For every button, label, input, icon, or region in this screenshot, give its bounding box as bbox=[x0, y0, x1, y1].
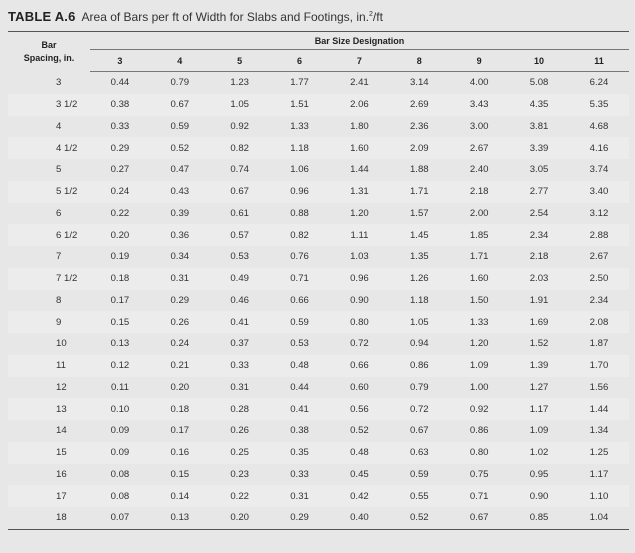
area-cell: 1.44 bbox=[350, 164, 369, 176]
area-cell: 0.88 bbox=[290, 207, 309, 219]
area-cell: 0.67 bbox=[409, 425, 429, 437]
area-cell: 1.26 bbox=[409, 273, 429, 285]
area-cell: 0.20 bbox=[170, 381, 190, 393]
area-cell: 0.40 bbox=[330, 507, 390, 529]
area-cell: 0.18 bbox=[110, 273, 130, 285]
table-caption bbox=[8, 9, 383, 24]
area-cell: 2.40 bbox=[469, 164, 489, 176]
area-cell: 1.57 bbox=[409, 207, 429, 219]
table-row bbox=[8, 116, 629, 138]
area-cell: 0.79 bbox=[409, 381, 429, 393]
area-cell: 0.82 bbox=[290, 229, 309, 241]
bar-size-group-header: Bar Size Designation bbox=[90, 32, 629, 50]
area-cell: 0.08 bbox=[110, 490, 130, 502]
area-cell: 0.33 bbox=[110, 120, 130, 132]
bar-spacing-header bbox=[8, 32, 90, 72]
area-cell: 0.82 bbox=[230, 142, 250, 154]
bar-spacing-cell: 10 bbox=[56, 338, 67, 350]
area-cell: 1.45 bbox=[409, 229, 429, 241]
table-title: Area of Bars per ft of Width for Slabs and Footings, in. bbox=[81, 10, 370, 24]
area-cell: 0.67 bbox=[230, 186, 250, 198]
area-cell: 2.36 bbox=[409, 120, 429, 132]
area-cell: 0.35 bbox=[290, 447, 309, 459]
area-cell: 3.00 bbox=[469, 120, 489, 132]
area-cell: 5.35 bbox=[589, 99, 609, 111]
area-cell: 1.88 bbox=[409, 164, 429, 176]
area-cell: 0.38 bbox=[110, 99, 130, 111]
area-cell: 0.18 bbox=[170, 403, 190, 415]
area-cell: 0.48 bbox=[290, 360, 309, 372]
area-cell: 0.11 bbox=[110, 381, 129, 393]
area-cell: 4.00 bbox=[469, 77, 489, 89]
area-cell: 0.47 bbox=[170, 164, 190, 176]
bar-spacing-cell: 8 bbox=[56, 294, 62, 306]
area-cell: 1.10 bbox=[589, 490, 609, 502]
area-cell: 1.09 bbox=[529, 425, 549, 437]
bar-spacing-cell: 14 bbox=[56, 425, 67, 437]
area-cell: 1.09 bbox=[469, 360, 489, 372]
area-cell: 2.03 bbox=[529, 273, 549, 285]
table-row bbox=[8, 398, 629, 420]
table-row bbox=[8, 72, 629, 94]
area-cell: 0.95 bbox=[529, 468, 549, 480]
area-cell: 1.91 bbox=[529, 294, 549, 306]
area-cell: 1.23 bbox=[230, 77, 250, 89]
area-cell: 0.55 bbox=[409, 490, 429, 502]
area-cell: 0.79 bbox=[170, 77, 190, 89]
area-cell: 0.08 bbox=[110, 468, 130, 480]
area-cell: 1.33 bbox=[290, 120, 309, 132]
table-row bbox=[8, 246, 629, 268]
bar-size-header-row bbox=[8, 50, 629, 72]
area-cell: 1.20 bbox=[469, 338, 489, 350]
area-cell: 0.96 bbox=[290, 186, 309, 198]
bar-spacing-header-line1: Bar bbox=[41, 39, 57, 50]
area-cell: 1.52 bbox=[529, 338, 549, 350]
area-cell: 0.37 bbox=[230, 338, 250, 350]
area-cell: 2.34 bbox=[529, 229, 549, 241]
table-row bbox=[8, 224, 629, 246]
table-row bbox=[8, 290, 629, 312]
area-cell: 0.43 bbox=[170, 186, 190, 198]
area-cell: 1.33 bbox=[469, 316, 489, 328]
area-cell: 0.49 bbox=[230, 273, 250, 285]
table-row bbox=[8, 485, 629, 507]
area-cell: 0.22 bbox=[230, 490, 250, 502]
area-cell: 1.27 bbox=[529, 381, 549, 393]
area-cell: 0.10 bbox=[110, 403, 130, 415]
area-cell: 1.17 bbox=[589, 468, 609, 480]
table-row bbox=[8, 333, 629, 355]
area-cell: 3.40 bbox=[589, 186, 609, 198]
bar-area-table bbox=[8, 31, 629, 530]
area-cell: 0.85 bbox=[509, 507, 569, 529]
area-cell: 2.06 bbox=[350, 99, 369, 111]
area-cell: 0.24 bbox=[170, 338, 190, 350]
table-row bbox=[8, 355, 629, 377]
area-cell: 1.39 bbox=[529, 360, 549, 372]
area-cell: 1.71 bbox=[469, 251, 489, 263]
bar-size-header: 6 bbox=[270, 50, 330, 72]
area-cell: 0.90 bbox=[529, 490, 549, 502]
area-cell: 0.34 bbox=[170, 251, 190, 263]
area-cell: 1.35 bbox=[409, 251, 429, 263]
bar-spacing-cell: 6 1/2 bbox=[56, 229, 78, 241]
area-cell: 0.25 bbox=[230, 447, 250, 459]
area-cell: 3.05 bbox=[529, 164, 549, 176]
area-cell: 2.08 bbox=[589, 316, 609, 328]
area-cell: 0.57 bbox=[230, 229, 250, 241]
area-cell: 0.42 bbox=[350, 490, 369, 502]
area-cell: 1.87 bbox=[589, 338, 609, 350]
area-cell: 1.31 bbox=[350, 186, 369, 198]
bar-size-header: 4 bbox=[150, 50, 210, 72]
area-cell: 0.19 bbox=[110, 251, 130, 263]
table-row bbox=[8, 464, 629, 486]
area-cell: 2.88 bbox=[589, 229, 609, 241]
area-cell: 1.11 bbox=[350, 229, 369, 241]
area-cell: 0.75 bbox=[469, 468, 489, 480]
table-row bbox=[8, 311, 629, 333]
unit-exponent: 2 bbox=[369, 11, 373, 18]
area-cell: 0.07 bbox=[90, 507, 150, 529]
area-cell: 1.51 bbox=[290, 99, 309, 111]
area-cell: 0.15 bbox=[110, 316, 130, 328]
area-cell: 0.48 bbox=[350, 447, 369, 459]
bar-size-header: 9 bbox=[449, 50, 509, 72]
table-row bbox=[8, 442, 629, 464]
area-cell: 0.09 bbox=[110, 425, 130, 437]
area-cell: 0.20 bbox=[110, 229, 130, 241]
bar-spacing-cell: 3 bbox=[56, 77, 62, 89]
area-cell: 0.80 bbox=[350, 316, 369, 328]
area-cell: 0.67 bbox=[170, 99, 190, 111]
area-cell: 0.66 bbox=[350, 360, 369, 372]
bar-spacing-cell: 3 1/2 bbox=[56, 99, 78, 111]
area-cell: 0.24 bbox=[110, 186, 130, 198]
bar-spacing-cell: 11 bbox=[56, 360, 66, 372]
area-cell: 0.20 bbox=[210, 507, 270, 529]
area-cell: 1.60 bbox=[350, 142, 369, 154]
area-cell: 2.18 bbox=[469, 186, 489, 198]
area-cell: 4.35 bbox=[529, 99, 549, 111]
table-body bbox=[8, 72, 629, 530]
bar-spacing-cell: 16 bbox=[56, 468, 67, 480]
bar-spacing-cell: 12 bbox=[56, 381, 67, 393]
area-cell: 0.92 bbox=[230, 120, 250, 132]
bar-size-header: 10 bbox=[509, 50, 569, 72]
area-cell: 1.34 bbox=[589, 425, 609, 437]
area-cell: 0.14 bbox=[170, 490, 190, 502]
area-cell: 3.12 bbox=[589, 207, 609, 219]
area-cell: 0.45 bbox=[350, 468, 369, 480]
area-cell: 0.60 bbox=[350, 381, 369, 393]
area-cell: 1.17 bbox=[529, 403, 549, 415]
area-cell: 0.38 bbox=[290, 425, 309, 437]
area-cell: 1.60 bbox=[469, 273, 489, 285]
area-cell: 0.33 bbox=[290, 468, 309, 480]
area-cell: 0.29 bbox=[270, 507, 330, 529]
area-cell: 0.53 bbox=[290, 338, 309, 350]
area-cell: 0.29 bbox=[110, 142, 130, 154]
bar-spacing-cell: 4 1/2 bbox=[56, 142, 78, 154]
area-cell: 0.46 bbox=[230, 294, 250, 306]
area-cell: 3.43 bbox=[469, 99, 489, 111]
table-row bbox=[8, 377, 629, 399]
area-cell: 0.13 bbox=[110, 338, 130, 350]
area-cell: 0.28 bbox=[230, 403, 250, 415]
area-cell: 1.50 bbox=[469, 294, 489, 306]
area-cell: 0.39 bbox=[170, 207, 190, 219]
table-row bbox=[8, 159, 629, 181]
bar-size-header: 3 bbox=[90, 50, 150, 72]
area-cell: 1.44 bbox=[589, 403, 609, 415]
bar-size-header: 11 bbox=[569, 50, 629, 72]
area-cell: 2.77 bbox=[529, 186, 549, 198]
bar-spacing-cell: 18 bbox=[8, 507, 90, 529]
area-cell: 0.12 bbox=[110, 360, 130, 372]
area-cell: 0.15 bbox=[170, 468, 190, 480]
area-cell: 0.33 bbox=[230, 360, 250, 372]
area-cell: 0.96 bbox=[350, 273, 369, 285]
area-cell: 0.27 bbox=[110, 164, 130, 176]
area-cell: 2.34 bbox=[589, 294, 609, 306]
area-cell: 2.18 bbox=[529, 251, 549, 263]
area-cell: 2.67 bbox=[469, 142, 489, 154]
area-cell: 0.31 bbox=[170, 273, 190, 285]
table-row bbox=[8, 507, 629, 529]
bar-spacing-header-line2: Spacing, in. bbox=[23, 52, 75, 63]
area-cell: 4.16 bbox=[589, 142, 609, 154]
area-cell: 2.69 bbox=[409, 99, 429, 111]
area-cell: 0.23 bbox=[230, 468, 250, 480]
area-cell: 0.76 bbox=[290, 251, 309, 263]
area-cell: 0.41 bbox=[230, 316, 250, 328]
area-cell: 0.31 bbox=[290, 490, 309, 502]
bar-spacing-cell: 7 1/2 bbox=[56, 273, 78, 285]
area-cell: 0.94 bbox=[409, 338, 429, 350]
area-cell: 0.41 bbox=[290, 403, 309, 415]
bar-size-header: 8 bbox=[389, 50, 449, 72]
table-row bbox=[8, 268, 629, 290]
bar-spacing-cell: 9 bbox=[56, 316, 62, 328]
area-cell: 0.86 bbox=[469, 425, 489, 437]
area-cell: 0.59 bbox=[409, 468, 429, 480]
bar-spacing-cell: 15 bbox=[56, 447, 67, 459]
area-cell: 0.13 bbox=[150, 507, 210, 529]
bar-spacing-cell: 5 bbox=[56, 164, 62, 176]
area-cell: 1.06 bbox=[290, 164, 309, 176]
area-cell: 0.90 bbox=[350, 294, 369, 306]
bar-spacing-cell: 17 bbox=[56, 490, 67, 502]
area-cell: 1.85 bbox=[469, 229, 489, 241]
area-cell: 0.29 bbox=[170, 294, 190, 306]
area-cell: 0.74 bbox=[230, 164, 250, 176]
area-cell: 0.52 bbox=[170, 142, 190, 154]
area-cell: 0.26 bbox=[230, 425, 250, 437]
table-row bbox=[8, 137, 629, 159]
bar-size-header: 7 bbox=[330, 50, 390, 72]
area-cell: 0.80 bbox=[469, 447, 489, 459]
bar-size-header: 5 bbox=[210, 50, 270, 72]
area-cell: 0.71 bbox=[469, 490, 489, 502]
area-cell: 0.67 bbox=[449, 507, 509, 529]
area-cell: 2.54 bbox=[529, 207, 549, 219]
area-cell: 1.02 bbox=[529, 447, 549, 459]
area-cell: 0.31 bbox=[230, 381, 250, 393]
area-cell: 1.56 bbox=[589, 381, 609, 393]
table-row bbox=[8, 203, 629, 225]
area-cell: 1.25 bbox=[589, 447, 609, 459]
area-cell: 2.41 bbox=[350, 77, 369, 89]
area-cell: 1.18 bbox=[409, 294, 429, 306]
area-cell: 3.39 bbox=[529, 142, 549, 154]
area-cell: 2.67 bbox=[589, 251, 609, 263]
area-cell: 1.70 bbox=[589, 360, 609, 372]
area-cell: 3.74 bbox=[589, 164, 609, 176]
unit-tail: /ft bbox=[372, 10, 383, 24]
area-cell: 0.17 bbox=[110, 294, 130, 306]
area-cell: 0.92 bbox=[469, 403, 489, 415]
area-cell: 0.53 bbox=[230, 251, 250, 263]
area-cell: 1.69 bbox=[529, 316, 549, 328]
area-cell: 2.50 bbox=[589, 273, 609, 285]
area-cell: 1.03 bbox=[350, 251, 369, 263]
area-cell: 0.71 bbox=[290, 273, 309, 285]
area-cell: 1.20 bbox=[350, 207, 369, 219]
area-cell: 0.66 bbox=[290, 294, 309, 306]
bar-spacing-cell: 4 bbox=[56, 120, 62, 132]
area-cell: 1.77 bbox=[290, 77, 309, 89]
table-row bbox=[8, 94, 629, 116]
area-cell: 0.56 bbox=[350, 403, 369, 415]
area-cell: 0.36 bbox=[170, 229, 190, 241]
area-cell: 0.59 bbox=[290, 316, 309, 328]
area-cell: 0.17 bbox=[170, 425, 190, 437]
area-cell: 1.00 bbox=[469, 381, 489, 393]
area-cell: 0.21 bbox=[170, 360, 190, 372]
bar-spacing-cell: 7 bbox=[56, 251, 62, 263]
area-cell: 2.00 bbox=[469, 207, 489, 219]
area-cell: 1.05 bbox=[409, 316, 429, 328]
area-cell: 0.44 bbox=[110, 77, 130, 89]
area-cell: 0.52 bbox=[350, 425, 369, 437]
area-cell: 1.71 bbox=[409, 186, 429, 198]
area-cell: 1.05 bbox=[230, 99, 250, 111]
area-cell: 0.61 bbox=[230, 207, 250, 219]
area-cell: 1.80 bbox=[350, 120, 369, 132]
table-row bbox=[8, 181, 629, 203]
area-cell: 1.04 bbox=[569, 507, 629, 529]
area-cell: 5.08 bbox=[529, 77, 549, 89]
area-cell: 0.22 bbox=[110, 207, 130, 219]
area-cell: 0.44 bbox=[290, 381, 309, 393]
area-cell: 3.81 bbox=[529, 120, 549, 132]
area-cell: 0.72 bbox=[350, 338, 369, 350]
area-cell: 6.24 bbox=[589, 77, 609, 89]
bar-spacing-cell: 13 bbox=[56, 403, 67, 415]
area-cell: 0.09 bbox=[110, 447, 130, 459]
area-cell: 0.72 bbox=[409, 403, 429, 415]
table-number: TABLE A.6 bbox=[8, 9, 76, 24]
bar-spacing-cell: 5 1/2 bbox=[56, 186, 78, 198]
area-cell: 0.16 bbox=[170, 447, 190, 459]
bar-spacing-cell: 6 bbox=[56, 207, 62, 219]
area-cell: 2.09 bbox=[409, 142, 429, 154]
table-row bbox=[8, 420, 629, 442]
area-cell: 4.68 bbox=[589, 120, 609, 132]
area-cell: 0.26 bbox=[170, 316, 190, 328]
area-cell: 3.14 bbox=[409, 77, 429, 89]
area-cell: 0.86 bbox=[409, 360, 429, 372]
area-cell: 1.18 bbox=[290, 142, 309, 154]
area-cell: 0.63 bbox=[409, 447, 429, 459]
area-cell: 0.59 bbox=[170, 120, 190, 132]
area-cell: 0.52 bbox=[389, 507, 449, 529]
